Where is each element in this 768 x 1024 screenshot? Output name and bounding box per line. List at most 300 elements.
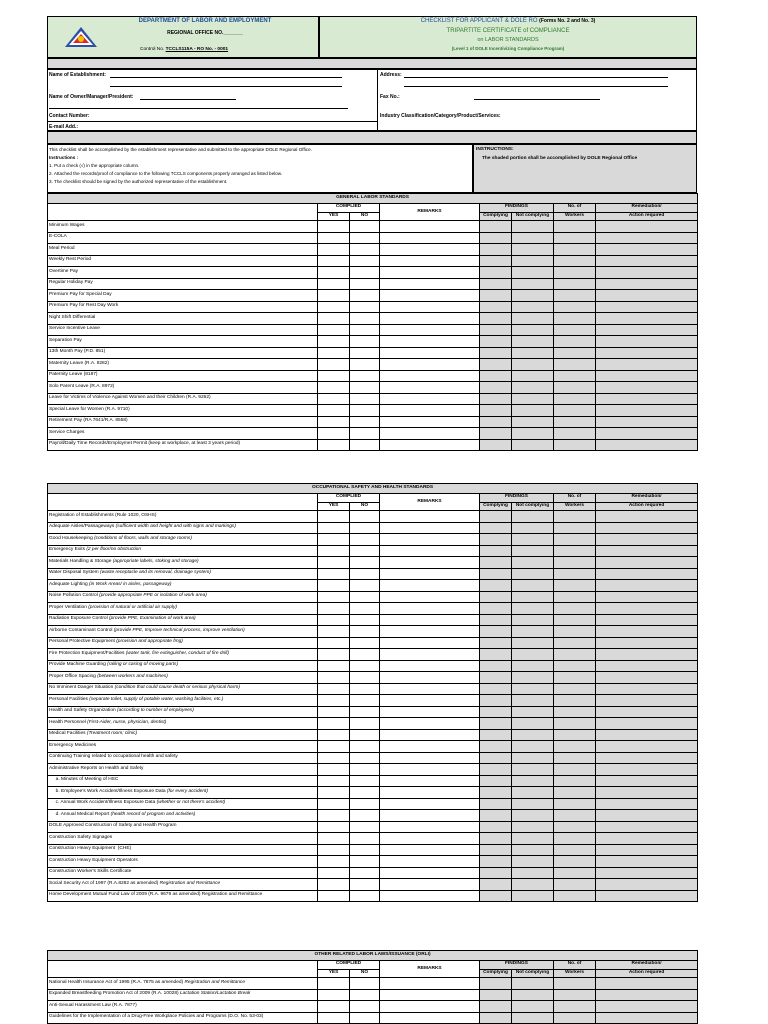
yes-checkbox-cell[interactable] <box>318 856 350 868</box>
complying-cell[interactable] <box>480 637 512 649</box>
not-complying-cell[interactable] <box>512 787 554 799</box>
complying-cell[interactable] <box>480 978 512 990</box>
complying-cell[interactable] <box>480 626 512 638</box>
action-cell[interactable] <box>596 336 698 348</box>
complying-cell[interactable] <box>480 695 512 707</box>
workers-cell[interactable] <box>554 439 596 451</box>
yes-checkbox-cell[interactable] <box>318 798 350 810</box>
no-checkbox-cell[interactable] <box>350 313 380 325</box>
name-establishment-input[interactable] <box>110 77 342 78</box>
no-checkbox-cell[interactable] <box>350 439 380 451</box>
yes-checkbox-cell[interactable] <box>318 545 350 557</box>
workers-cell[interactable] <box>554 511 596 523</box>
no-checkbox-cell[interactable] <box>350 278 380 290</box>
remarks-cell[interactable] <box>380 856 480 868</box>
not-complying-cell[interactable] <box>512 672 554 684</box>
remarks-cell[interactable] <box>380 359 480 371</box>
workers-cell[interactable] <box>554 522 596 534</box>
remarks-cell[interactable] <box>380 787 480 799</box>
action-cell[interactable] <box>596 278 698 290</box>
yes-checkbox-cell[interactable] <box>318 244 350 256</box>
no-checkbox-cell[interactable] <box>350 856 380 868</box>
complying-cell[interactable] <box>480 660 512 672</box>
yes-checkbox-cell[interactable] <box>318 978 350 990</box>
workers-cell[interactable] <box>554 428 596 440</box>
remarks-cell[interactable] <box>380 729 480 741</box>
complying-cell[interactable] <box>480 810 512 822</box>
workers-cell[interactable] <box>554 890 596 902</box>
complying-cell[interactable] <box>480 706 512 718</box>
not-complying-cell[interactable] <box>512 568 554 580</box>
no-checkbox-cell[interactable] <box>350 267 380 279</box>
complying-cell[interactable] <box>480 522 512 534</box>
not-complying-cell[interactable] <box>512 626 554 638</box>
not-complying-cell[interactable] <box>512 580 554 592</box>
no-checkbox-cell[interactable] <box>350 255 380 267</box>
not-complying-cell[interactable] <box>512 637 554 649</box>
remarks-cell[interactable] <box>380 706 480 718</box>
remarks-cell[interactable] <box>380 370 480 382</box>
yes-checkbox-cell[interactable] <box>318 810 350 822</box>
workers-cell[interactable] <box>554 557 596 569</box>
remarks-cell[interactable] <box>380 522 480 534</box>
no-checkbox-cell[interactable] <box>350 1012 380 1024</box>
not-complying-cell[interactable] <box>512 798 554 810</box>
not-complying-cell[interactable] <box>512 336 554 348</box>
not-complying-cell[interactable] <box>512 879 554 891</box>
not-complying-cell[interactable] <box>512 741 554 753</box>
yes-checkbox-cell[interactable] <box>318 405 350 417</box>
remarks-cell[interactable] <box>380 1001 480 1013</box>
no-checkbox-cell[interactable] <box>350 683 380 695</box>
not-complying-cell[interactable] <box>512 324 554 336</box>
yes-checkbox-cell[interactable] <box>318 649 350 661</box>
complying-cell[interactable] <box>480 267 512 279</box>
no-checkbox-cell[interactable] <box>350 522 380 534</box>
remarks-cell[interactable] <box>380 405 480 417</box>
action-cell[interactable] <box>596 301 698 313</box>
remarks-cell[interactable] <box>380 614 480 626</box>
action-cell[interactable] <box>596 244 698 256</box>
no-checkbox-cell[interactable] <box>350 568 380 580</box>
remarks-cell[interactable] <box>380 890 480 902</box>
no-checkbox-cell[interactable] <box>350 978 380 990</box>
yes-checkbox-cell[interactable] <box>318 393 350 405</box>
remarks-cell[interactable] <box>380 347 480 359</box>
remarks-cell[interactable] <box>380 232 480 244</box>
complying-cell[interactable] <box>480 290 512 302</box>
workers-cell[interactable] <box>554 324 596 336</box>
no-checkbox-cell[interactable] <box>350 416 380 428</box>
complying-cell[interactable] <box>480 568 512 580</box>
yes-checkbox-cell[interactable] <box>318 741 350 753</box>
not-complying-cell[interactable] <box>512 978 554 990</box>
action-cell[interactable] <box>596 557 698 569</box>
yes-checkbox-cell[interactable] <box>318 683 350 695</box>
action-cell[interactable] <box>596 545 698 557</box>
workers-cell[interactable] <box>554 787 596 799</box>
workers-cell[interactable] <box>554 867 596 879</box>
action-cell[interactable] <box>596 890 698 902</box>
workers-cell[interactable] <box>554 568 596 580</box>
not-complying-cell[interactable] <box>512 706 554 718</box>
no-checkbox-cell[interactable] <box>350 989 380 1001</box>
yes-checkbox-cell[interactable] <box>318 416 350 428</box>
not-complying-cell[interactable] <box>512 603 554 615</box>
yes-checkbox-cell[interactable] <box>318 821 350 833</box>
no-checkbox-cell[interactable] <box>350 660 380 672</box>
workers-cell[interactable] <box>554 603 596 615</box>
remarks-cell[interactable] <box>380 660 480 672</box>
yes-checkbox-cell[interactable] <box>318 359 350 371</box>
not-complying-cell[interactable] <box>512 660 554 672</box>
complying-cell[interactable] <box>480 580 512 592</box>
workers-cell[interactable] <box>554 614 596 626</box>
not-complying-cell[interactable] <box>512 382 554 394</box>
complying-cell[interactable] <box>480 336 512 348</box>
not-complying-cell[interactable] <box>512 244 554 256</box>
remarks-cell[interactable] <box>380 511 480 523</box>
workers-cell[interactable] <box>554 278 596 290</box>
complying-cell[interactable] <box>480 603 512 615</box>
address-input-2[interactable] <box>404 86 668 87</box>
yes-checkbox-cell[interactable] <box>318 568 350 580</box>
yes-checkbox-cell[interactable] <box>318 313 350 325</box>
not-complying-cell[interactable] <box>512 844 554 856</box>
complying-cell[interactable] <box>480 221 512 233</box>
no-checkbox-cell[interactable] <box>350 603 380 615</box>
name-establishment-input-2[interactable] <box>110 86 342 87</box>
remarks-cell[interactable] <box>380 244 480 256</box>
workers-cell[interactable] <box>554 1012 596 1024</box>
remarks-cell[interactable] <box>380 580 480 592</box>
remarks-cell[interactable] <box>380 255 480 267</box>
workers-cell[interactable] <box>554 706 596 718</box>
complying-cell[interactable] <box>480 278 512 290</box>
workers-cell[interactable] <box>554 729 596 741</box>
remarks-cell[interactable] <box>380 989 480 1001</box>
remarks-cell[interactable] <box>380 603 480 615</box>
no-checkbox-cell[interactable] <box>350 833 380 845</box>
yes-checkbox-cell[interactable] <box>318 370 350 382</box>
no-checkbox-cell[interactable] <box>350 844 380 856</box>
no-checkbox-cell[interactable] <box>350 775 380 787</box>
complying-cell[interactable] <box>480 775 512 787</box>
remarks-cell[interactable] <box>380 393 480 405</box>
complying-cell[interactable] <box>480 382 512 394</box>
workers-cell[interactable] <box>554 301 596 313</box>
yes-checkbox-cell[interactable] <box>318 439 350 451</box>
workers-cell[interactable] <box>554 416 596 428</box>
not-complying-cell[interactable] <box>512 290 554 302</box>
workers-cell[interactable] <box>554 267 596 279</box>
no-checkbox-cell[interactable] <box>350 324 380 336</box>
complying-cell[interactable] <box>480 741 512 753</box>
remarks-cell[interactable] <box>380 741 480 753</box>
name-owner-input[interactable] <box>140 99 236 100</box>
complying-cell[interactable] <box>480 416 512 428</box>
remarks-cell[interactable] <box>380 534 480 546</box>
action-cell[interactable] <box>596 718 698 730</box>
workers-cell[interactable] <box>554 879 596 891</box>
workers-cell[interactable] <box>554 626 596 638</box>
workers-cell[interactable] <box>554 290 596 302</box>
workers-cell[interactable] <box>554 810 596 822</box>
workers-cell[interactable] <box>554 718 596 730</box>
no-checkbox-cell[interactable] <box>350 359 380 371</box>
not-complying-cell[interactable] <box>512 221 554 233</box>
not-complying-cell[interactable] <box>512 545 554 557</box>
yes-checkbox-cell[interactable] <box>318 278 350 290</box>
complying-cell[interactable] <box>480 1012 512 1024</box>
action-cell[interactable] <box>596 313 698 325</box>
no-checkbox-cell[interactable] <box>350 347 380 359</box>
no-checkbox-cell[interactable] <box>350 672 380 684</box>
yes-checkbox-cell[interactable] <box>318 637 350 649</box>
not-complying-cell[interactable] <box>512 775 554 787</box>
remarks-cell[interactable] <box>380 557 480 569</box>
complying-cell[interactable] <box>480 534 512 546</box>
workers-cell[interactable] <box>554 741 596 753</box>
action-cell[interactable] <box>596 324 698 336</box>
workers-cell[interactable] <box>554 244 596 256</box>
workers-cell[interactable] <box>554 221 596 233</box>
action-cell[interactable] <box>596 660 698 672</box>
complying-cell[interactable] <box>480 752 512 764</box>
yes-checkbox-cell[interactable] <box>318 752 350 764</box>
workers-cell[interactable] <box>554 775 596 787</box>
not-complying-cell[interactable] <box>512 313 554 325</box>
workers-cell[interactable] <box>554 833 596 845</box>
yes-checkbox-cell[interactable] <box>318 267 350 279</box>
not-complying-cell[interactable] <box>512 347 554 359</box>
workers-cell[interactable] <box>554 683 596 695</box>
action-cell[interactable] <box>596 626 698 638</box>
yes-checkbox-cell[interactable] <box>318 221 350 233</box>
no-checkbox-cell[interactable] <box>350 810 380 822</box>
yes-checkbox-cell[interactable] <box>318 764 350 776</box>
yes-checkbox-cell[interactable] <box>318 626 350 638</box>
no-checkbox-cell[interactable] <box>350 752 380 764</box>
not-complying-cell[interactable] <box>512 416 554 428</box>
workers-cell[interactable] <box>554 798 596 810</box>
action-cell[interactable] <box>596 416 698 428</box>
complying-cell[interactable] <box>480 359 512 371</box>
action-cell[interactable] <box>596 706 698 718</box>
not-complying-cell[interactable] <box>512 591 554 603</box>
action-cell[interactable] <box>596 603 698 615</box>
action-cell[interactable] <box>596 580 698 592</box>
action-cell[interactable] <box>596 393 698 405</box>
no-checkbox-cell[interactable] <box>350 290 380 302</box>
complying-cell[interactable] <box>480 764 512 776</box>
complying-cell[interactable] <box>480 324 512 336</box>
workers-cell[interactable] <box>554 821 596 833</box>
complying-cell[interactable] <box>480 672 512 684</box>
yes-checkbox-cell[interactable] <box>318 989 350 1001</box>
not-complying-cell[interactable] <box>512 557 554 569</box>
not-complying-cell[interactable] <box>512 393 554 405</box>
action-cell[interactable] <box>596 221 698 233</box>
remarks-cell[interactable] <box>380 637 480 649</box>
action-cell[interactable] <box>596 347 698 359</box>
complying-cell[interactable] <box>480 844 512 856</box>
complying-cell[interactable] <box>480 511 512 523</box>
address-input[interactable] <box>404 77 668 78</box>
workers-cell[interactable] <box>554 844 596 856</box>
not-complying-cell[interactable] <box>512 695 554 707</box>
workers-cell[interactable] <box>554 672 596 684</box>
action-cell[interactable] <box>596 428 698 440</box>
workers-cell[interactable] <box>554 752 596 764</box>
remarks-cell[interactable] <box>380 416 480 428</box>
not-complying-cell[interactable] <box>512 867 554 879</box>
no-checkbox-cell[interactable] <box>350 741 380 753</box>
yes-checkbox-cell[interactable] <box>318 301 350 313</box>
not-complying-cell[interactable] <box>512 649 554 661</box>
workers-cell[interactable] <box>554 856 596 868</box>
action-cell[interactable] <box>596 810 698 822</box>
not-complying-cell[interactable] <box>512 729 554 741</box>
complying-cell[interactable] <box>480 729 512 741</box>
no-checkbox-cell[interactable] <box>350 301 380 313</box>
complying-cell[interactable] <box>480 301 512 313</box>
yes-checkbox-cell[interactable] <box>318 232 350 244</box>
complying-cell[interactable] <box>480 890 512 902</box>
remarks-cell[interactable] <box>380 313 480 325</box>
no-checkbox-cell[interactable] <box>350 244 380 256</box>
yes-checkbox-cell[interactable] <box>318 729 350 741</box>
not-complying-cell[interactable] <box>512 534 554 546</box>
remarks-cell[interactable] <box>380 775 480 787</box>
workers-cell[interactable] <box>554 347 596 359</box>
workers-cell[interactable] <box>554 336 596 348</box>
remarks-cell[interactable] <box>380 301 480 313</box>
complying-cell[interactable] <box>480 989 512 1001</box>
complying-cell[interactable] <box>480 591 512 603</box>
not-complying-cell[interactable] <box>512 856 554 868</box>
not-complying-cell[interactable] <box>512 718 554 730</box>
yes-checkbox-cell[interactable] <box>318 844 350 856</box>
remarks-cell[interactable] <box>380 844 480 856</box>
complying-cell[interactable] <box>480 683 512 695</box>
no-checkbox-cell[interactable] <box>350 879 380 891</box>
yes-checkbox-cell[interactable] <box>318 775 350 787</box>
yes-checkbox-cell[interactable] <box>318 382 350 394</box>
yes-checkbox-cell[interactable] <box>318 867 350 879</box>
complying-cell[interactable] <box>480 405 512 417</box>
complying-cell[interactable] <box>480 821 512 833</box>
workers-cell[interactable] <box>554 580 596 592</box>
workers-cell[interactable] <box>554 637 596 649</box>
no-checkbox-cell[interactable] <box>350 580 380 592</box>
yes-checkbox-cell[interactable] <box>318 879 350 891</box>
remarks-cell[interactable] <box>380 879 480 891</box>
complying-cell[interactable] <box>480 798 512 810</box>
remarks-cell[interactable] <box>380 764 480 776</box>
action-cell[interactable] <box>596 752 698 764</box>
no-checkbox-cell[interactable] <box>350 545 380 557</box>
no-checkbox-cell[interactable] <box>350 370 380 382</box>
not-complying-cell[interactable] <box>512 359 554 371</box>
remarks-cell[interactable] <box>380 324 480 336</box>
action-cell[interactable] <box>596 821 698 833</box>
remarks-cell[interactable] <box>380 428 480 440</box>
complying-cell[interactable] <box>480 557 512 569</box>
workers-cell[interactable] <box>554 313 596 325</box>
action-cell[interactable] <box>596 405 698 417</box>
yes-checkbox-cell[interactable] <box>318 890 350 902</box>
yes-checkbox-cell[interactable] <box>318 706 350 718</box>
not-complying-cell[interactable] <box>512 1001 554 1013</box>
yes-checkbox-cell[interactable] <box>318 614 350 626</box>
no-checkbox-cell[interactable] <box>350 890 380 902</box>
workers-cell[interactable] <box>554 370 596 382</box>
no-checkbox-cell[interactable] <box>350 695 380 707</box>
workers-cell[interactable] <box>554 660 596 672</box>
complying-cell[interactable] <box>480 614 512 626</box>
action-cell[interactable] <box>596 729 698 741</box>
complying-cell[interactable] <box>480 787 512 799</box>
action-cell[interactable] <box>596 290 698 302</box>
no-checkbox-cell[interactable] <box>350 706 380 718</box>
remarks-cell[interactable] <box>380 867 480 879</box>
remarks-cell[interactable] <box>380 798 480 810</box>
action-cell[interactable] <box>596 511 698 523</box>
action-cell[interactable] <box>596 1001 698 1013</box>
workers-cell[interactable] <box>554 534 596 546</box>
no-checkbox-cell[interactable] <box>350 729 380 741</box>
no-checkbox-cell[interactable] <box>350 382 380 394</box>
complying-cell[interactable] <box>480 545 512 557</box>
action-cell[interactable] <box>596 978 698 990</box>
yes-checkbox-cell[interactable] <box>318 833 350 845</box>
action-cell[interactable] <box>596 649 698 661</box>
remarks-cell[interactable] <box>380 290 480 302</box>
no-checkbox-cell[interactable] <box>350 534 380 546</box>
not-complying-cell[interactable] <box>512 267 554 279</box>
complying-cell[interactable] <box>480 244 512 256</box>
action-cell[interactable] <box>596 741 698 753</box>
complying-cell[interactable] <box>480 428 512 440</box>
not-complying-cell[interactable] <box>512 370 554 382</box>
workers-cell[interactable] <box>554 695 596 707</box>
not-complying-cell[interactable] <box>512 405 554 417</box>
workers-cell[interactable] <box>554 591 596 603</box>
not-complying-cell[interactable] <box>512 764 554 776</box>
remarks-cell[interactable] <box>380 833 480 845</box>
remarks-cell[interactable] <box>380 382 480 394</box>
remarks-cell[interactable] <box>380 672 480 684</box>
not-complying-cell[interactable] <box>512 890 554 902</box>
no-checkbox-cell[interactable] <box>350 649 380 661</box>
complying-cell[interactable] <box>480 856 512 868</box>
no-checkbox-cell[interactable] <box>350 591 380 603</box>
complying-cell[interactable] <box>480 649 512 661</box>
complying-cell[interactable] <box>480 718 512 730</box>
action-cell[interactable] <box>596 844 698 856</box>
yes-checkbox-cell[interactable] <box>318 591 350 603</box>
yes-checkbox-cell[interactable] <box>318 1001 350 1013</box>
no-checkbox-cell[interactable] <box>350 637 380 649</box>
not-complying-cell[interactable] <box>512 821 554 833</box>
action-cell[interactable] <box>596 370 698 382</box>
complying-cell[interactable] <box>480 255 512 267</box>
no-checkbox-cell[interactable] <box>350 867 380 879</box>
no-checkbox-cell[interactable] <box>350 787 380 799</box>
workers-cell[interactable] <box>554 649 596 661</box>
remarks-cell[interactable] <box>380 821 480 833</box>
